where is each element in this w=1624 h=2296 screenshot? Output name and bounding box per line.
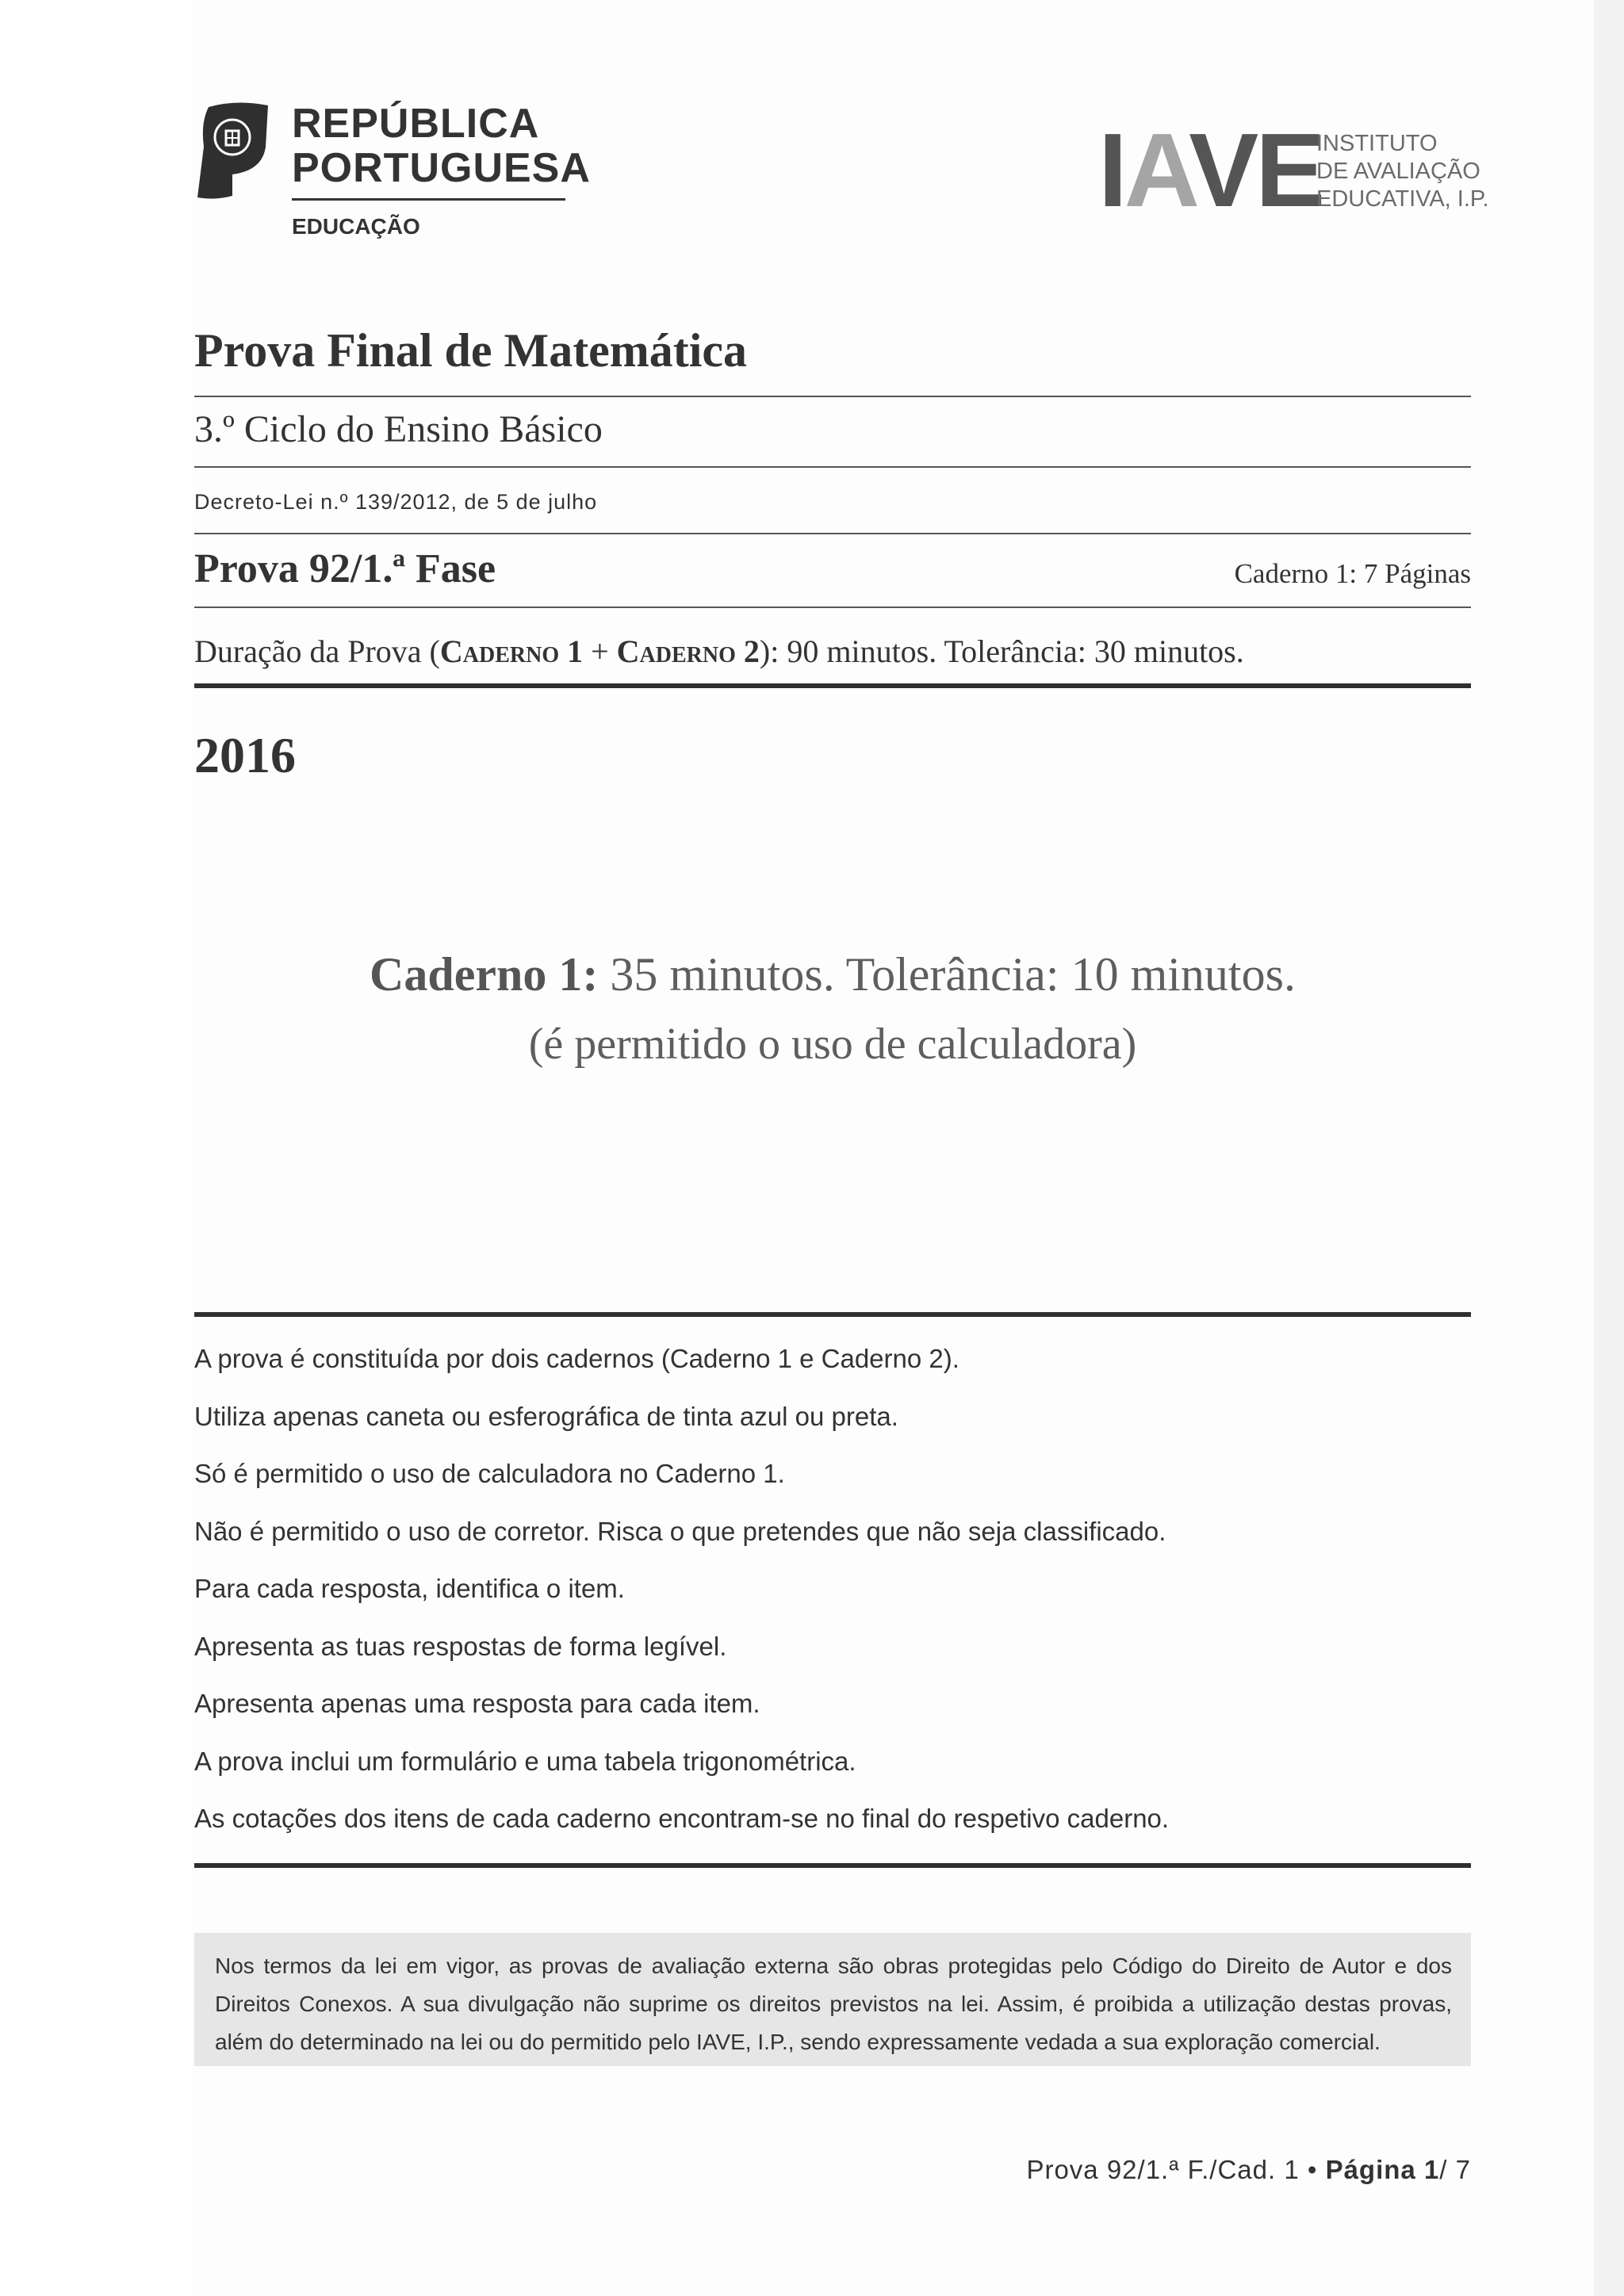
page-margin-right <box>1594 0 1624 2296</box>
instruction-item: Utiliza apenas caneta ou esferográfica de tinta azul ou preta. <box>194 1401 898 1431</box>
republica-line2: PORTUGUESA <box>292 145 591 191</box>
iave-line3: EDUCATIVA, I.P. <box>1316 186 1489 212</box>
iave-subtitle <box>1316 130 1489 213</box>
exam-duration <box>194 633 1244 670</box>
exam-year: 2016 <box>194 727 296 783</box>
instruction-item: A prova inclui um formulário e uma tabela trigonométrica. <box>194 1746 856 1776</box>
footer-ref: Prova 92/1.ª F./Cad. 1 • <box>1026 2155 1326 2184</box>
educacao-label: EDUCAÇÃO <box>292 214 420 239</box>
duration-plus: + <box>583 633 617 669</box>
instruction-item: Só é permitido o uso de calculadora no Caderno 1. <box>194 1459 785 1488</box>
exam-title: Prova Final de Matemática <box>194 324 748 377</box>
caderno-time-text: 35 minutos. Tolerância: 10 minutos. <box>598 948 1296 1001</box>
instruction-item: Apresenta as tuas respostas de forma legível. <box>194 1631 727 1661</box>
legal-notice: Nos termos da lei em vigor, as provas de avaliação externa são obras protegidas pelo Código do Direito de Autor e dos Direitos Conexos. A sua divulgação não suprime os direitos previstos na lei. Assim, é proibida a utilização destas provas, além do determinado na lei ou do permitido pelo IAVE, I.P., sendo expressamente vedada a sua exploração comercial. <box>194 1933 1471 2066</box>
page-footer <box>1026 2155 1471 2185</box>
republica-portuguesa-wordmark <box>292 101 591 190</box>
republica-line1: REPÚBLICA <box>292 101 540 147</box>
instruction-item: Não é permitido o uso de corretor. Risca o que pretendes que não seja classificado. <box>194 1516 1166 1546</box>
exam-cycle: 3.º Ciclo do Ensino Básico <box>194 408 603 450</box>
divider <box>194 607 1471 608</box>
section-rule <box>194 683 1471 688</box>
duration-suffix: ): 90 minutos. Tolerância: 30 minutos. <box>759 633 1244 669</box>
divider <box>194 396 1471 397</box>
instruction-item: A prova é constituída por dois cadernos (Caderno 1 e Caderno 2). <box>194 1344 959 1373</box>
page-count: Caderno 1: 7 Páginas <box>1234 558 1471 589</box>
divider <box>194 533 1471 534</box>
section-rule <box>194 1312 1471 1317</box>
iave-letter-i: I <box>1098 112 1124 228</box>
republica-portuguesa-emblem-icon <box>193 99 272 202</box>
iave-line1: INSTITUTO <box>1316 131 1438 156</box>
iave-letters-ve: VE <box>1189 112 1323 228</box>
duration-caderno2: Caderno 2 <box>616 633 760 669</box>
footer-page-total: / 7 <box>1439 2155 1471 2184</box>
section-rule <box>194 1863 1471 1868</box>
caderno-label: Caderno 1: <box>370 948 599 1001</box>
footer-page-label: Página 1 <box>1325 2155 1440 2184</box>
divider <box>194 466 1471 468</box>
page-margin-left <box>0 0 190 2296</box>
exam-code: Prova 92/1.ª Fase <box>194 546 496 591</box>
instruction-item: Apresenta apenas uma resposta para cada item. <box>194 1689 760 1718</box>
instructions-list <box>194 1343 1169 1861</box>
instruction-item: As cotações dos itens de cada caderno encontram-se no final do respetivo caderno. <box>194 1804 1170 1833</box>
iave-line2: DE AVALIAÇÃO <box>1316 159 1480 184</box>
logo-divider <box>292 198 565 201</box>
instruction-item: Para cada resposta, identifica o item. <box>194 1574 625 1603</box>
caderno-time <box>194 947 1471 1002</box>
iave-letter-a: A <box>1124 112 1189 228</box>
duration-caderno1: Caderno 1 <box>439 633 584 669</box>
calculator-note: (é permitido o uso de calculadora) <box>528 1020 1137 1069</box>
decree-reference: Decreto-Lei n.º 139/2012, de 5 de julho <box>194 490 598 514</box>
duration-prefix: Duração da Prova ( <box>194 633 440 669</box>
iave-logo <box>1098 112 1323 228</box>
